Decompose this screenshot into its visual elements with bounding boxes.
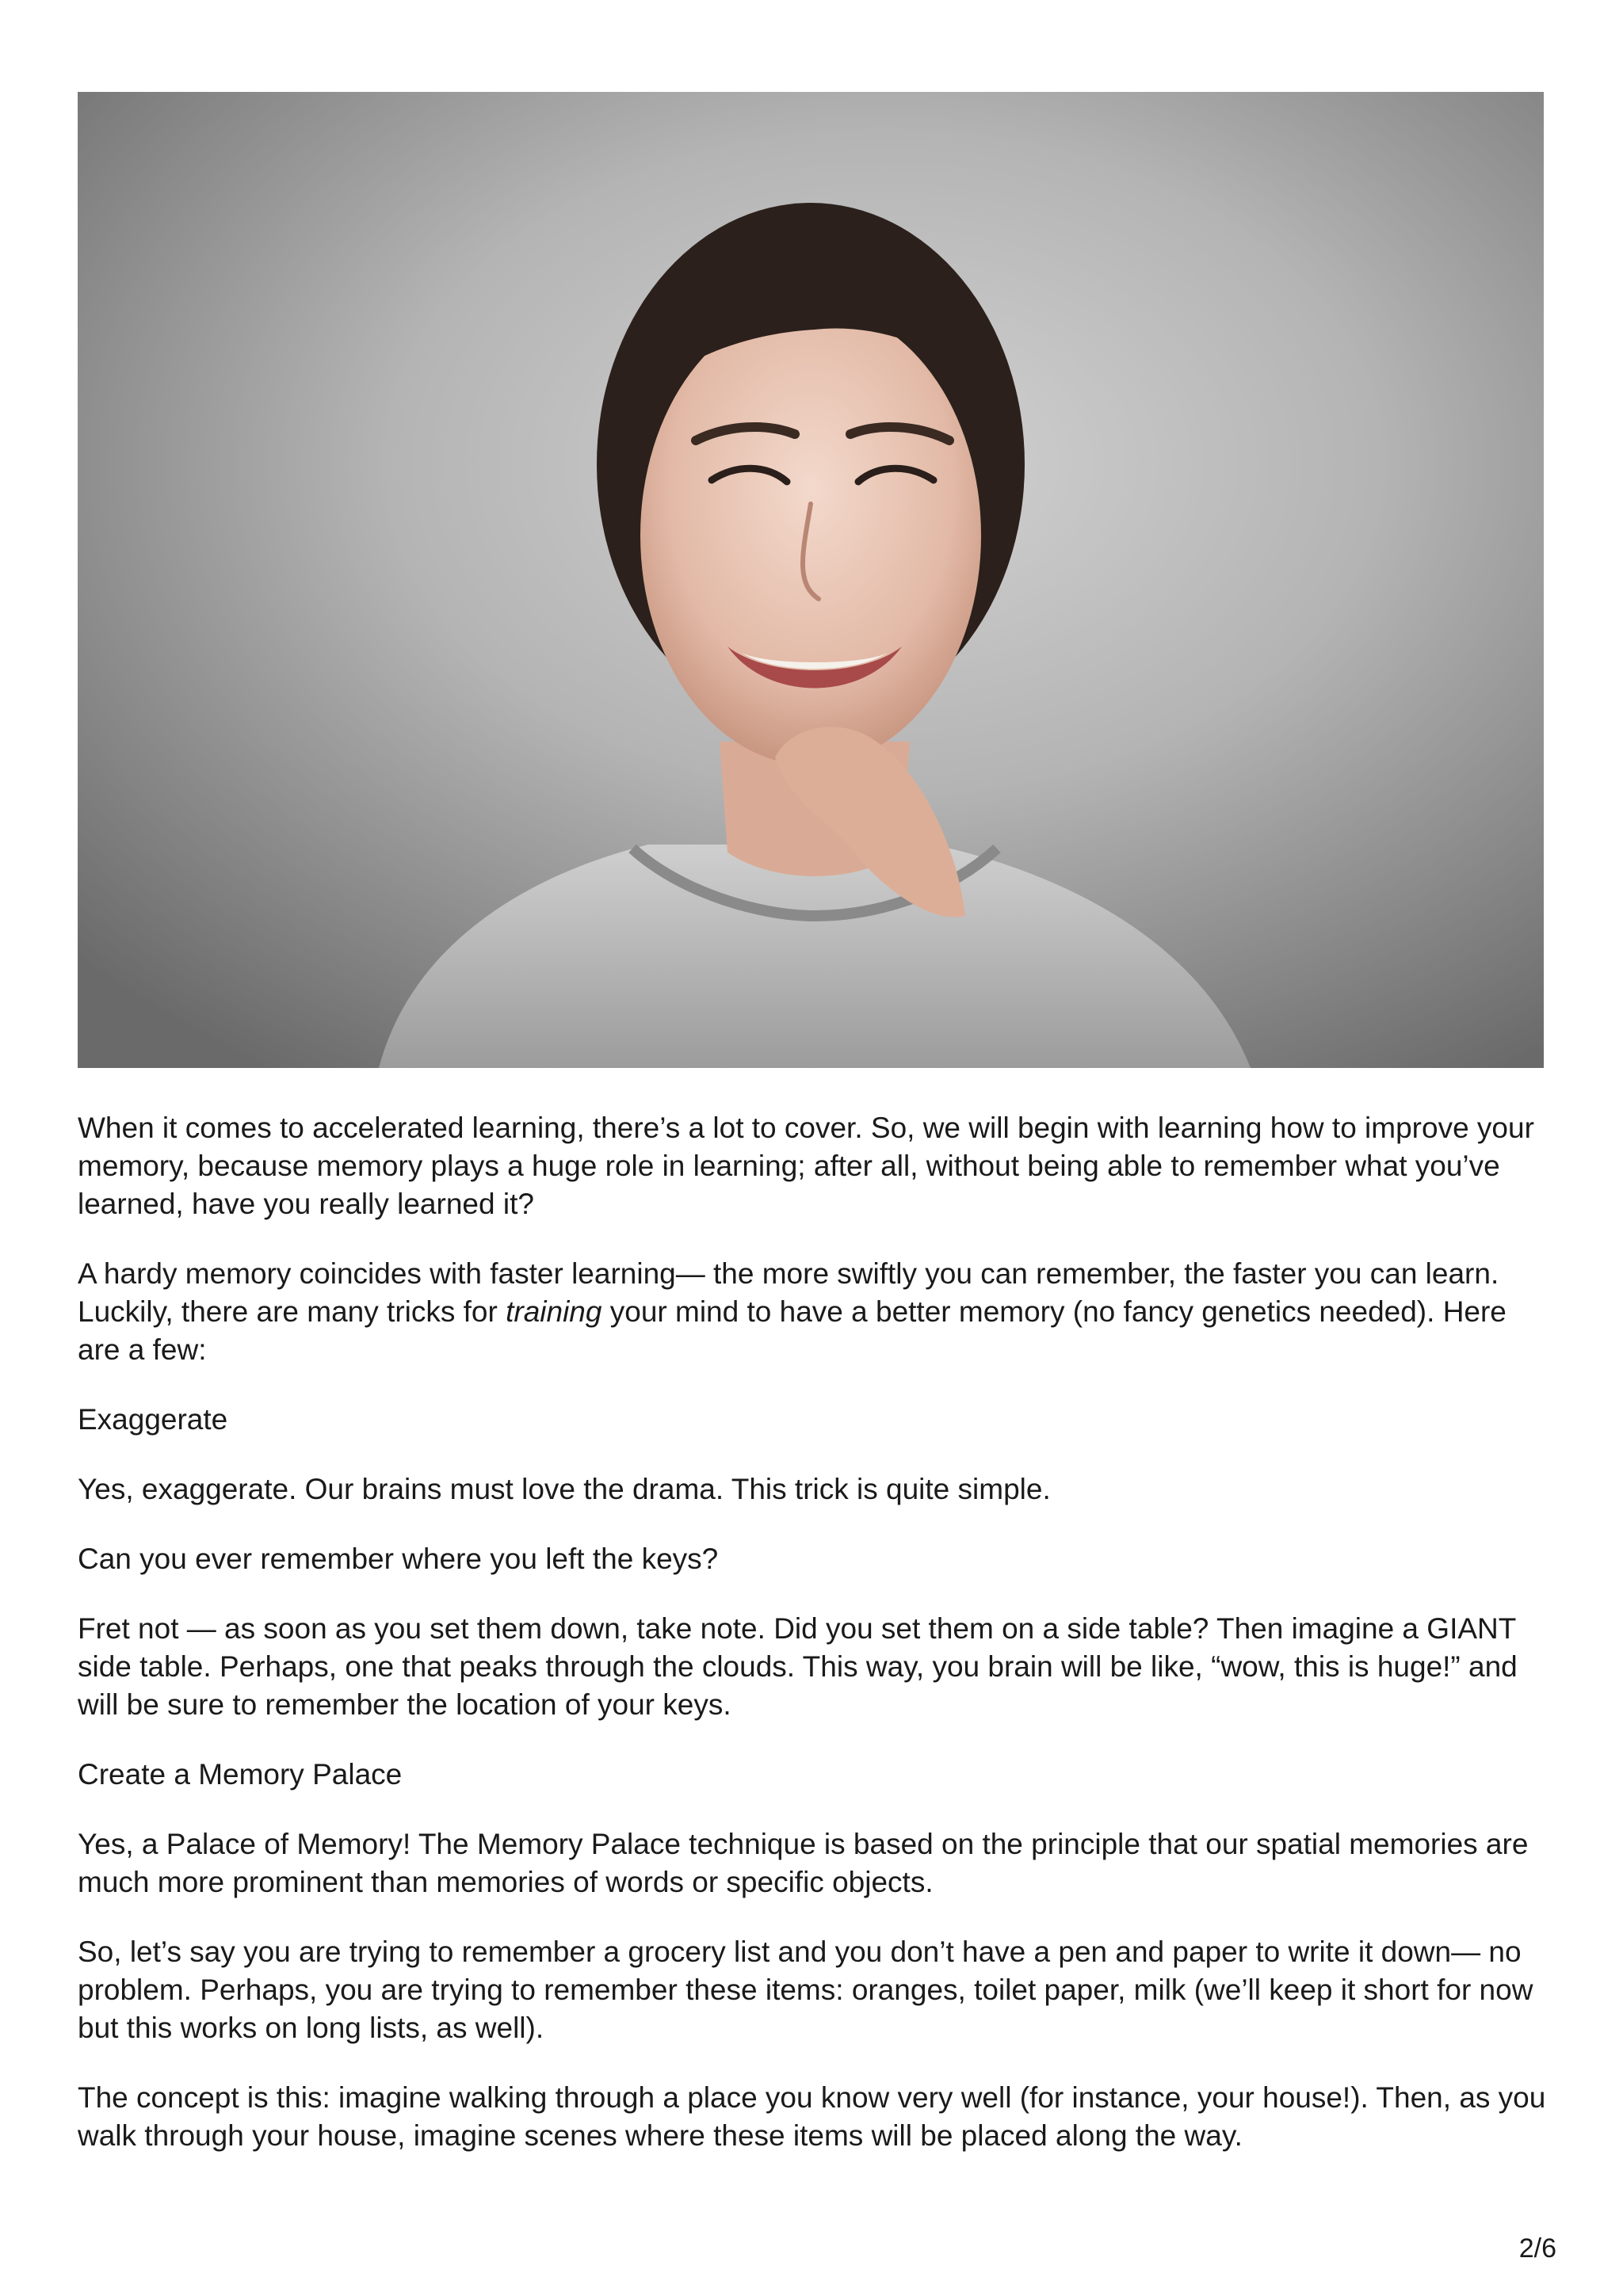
palace-paragraph-1: Yes, a Palace of Memory! The Memory Palace technique is based on the principle that our spatial memories are much more prominent than memories of words or specific objects. bbox=[78, 1828, 1529, 1898]
smiling-woman-photo-icon bbox=[78, 92, 1544, 1068]
hero-photo bbox=[78, 92, 1544, 1068]
palace-paragraph-3: The concept is this: imagine walking through a place you know very well (for instance, your house!). Then, as you walk through your house, imagine scenes where these items will be placed along the way. bbox=[78, 2081, 1546, 2152]
section-heading-exaggerate: Exaggerate bbox=[78, 1403, 228, 1436]
emphasis-training: training bbox=[506, 1295, 602, 1328]
intro-paragraph: When it comes to accelerated learning, there’s a lot to cover. So, we will begin with learning how to improve your memory, because memory plays a huge role in learning; after all, without being able to remember what you’ve learned, have you really learned it? bbox=[78, 1112, 1534, 1220]
page-number: 2/6 bbox=[1518, 2233, 1556, 2264]
exaggerate-paragraph-1: Yes, exaggerate. Our brains must love the drama. This trick is quite simple. bbox=[78, 1473, 1051, 1505]
article-body bbox=[78, 1109, 1552, 2187]
section-heading-memory-palace: Create a Memory Palace bbox=[78, 1758, 403, 1791]
exaggerate-paragraph-3: Fret not — as soon as you set them down, take note. Did you set them on a side table? Then imagine a GIANT side table. Perhaps, one that peaks through the clouds. This way, you brain will be like, “wow, this is huge!” and will be sure to remember the location of your keys. bbox=[78, 1612, 1518, 1721]
memory-paragraph-start: A hardy memory coincides with faster learning— the more swiftly you can remember, the faster you can learn. Luckily, there are many tricks for bbox=[78, 1257, 1499, 1328]
memory-paragraph-end: your mind to have a better memory (no fancy genetics needed). Here are a few: bbox=[78, 1295, 1507, 1366]
exaggerate-paragraph-2: Can you ever remember where you left the keys? bbox=[78, 1543, 719, 1575]
palace-paragraph-2: So, let’s say you are trying to remember a grocery list and you don’t have a pen and paper to write it down— no problem. Perhaps, you are trying to remember these items: oranges, toilet paper, milk (we’ll keep it short for now but this works on long lists, as well). bbox=[78, 1936, 1533, 2044]
memory-paragraph bbox=[78, 1255, 1552, 1369]
